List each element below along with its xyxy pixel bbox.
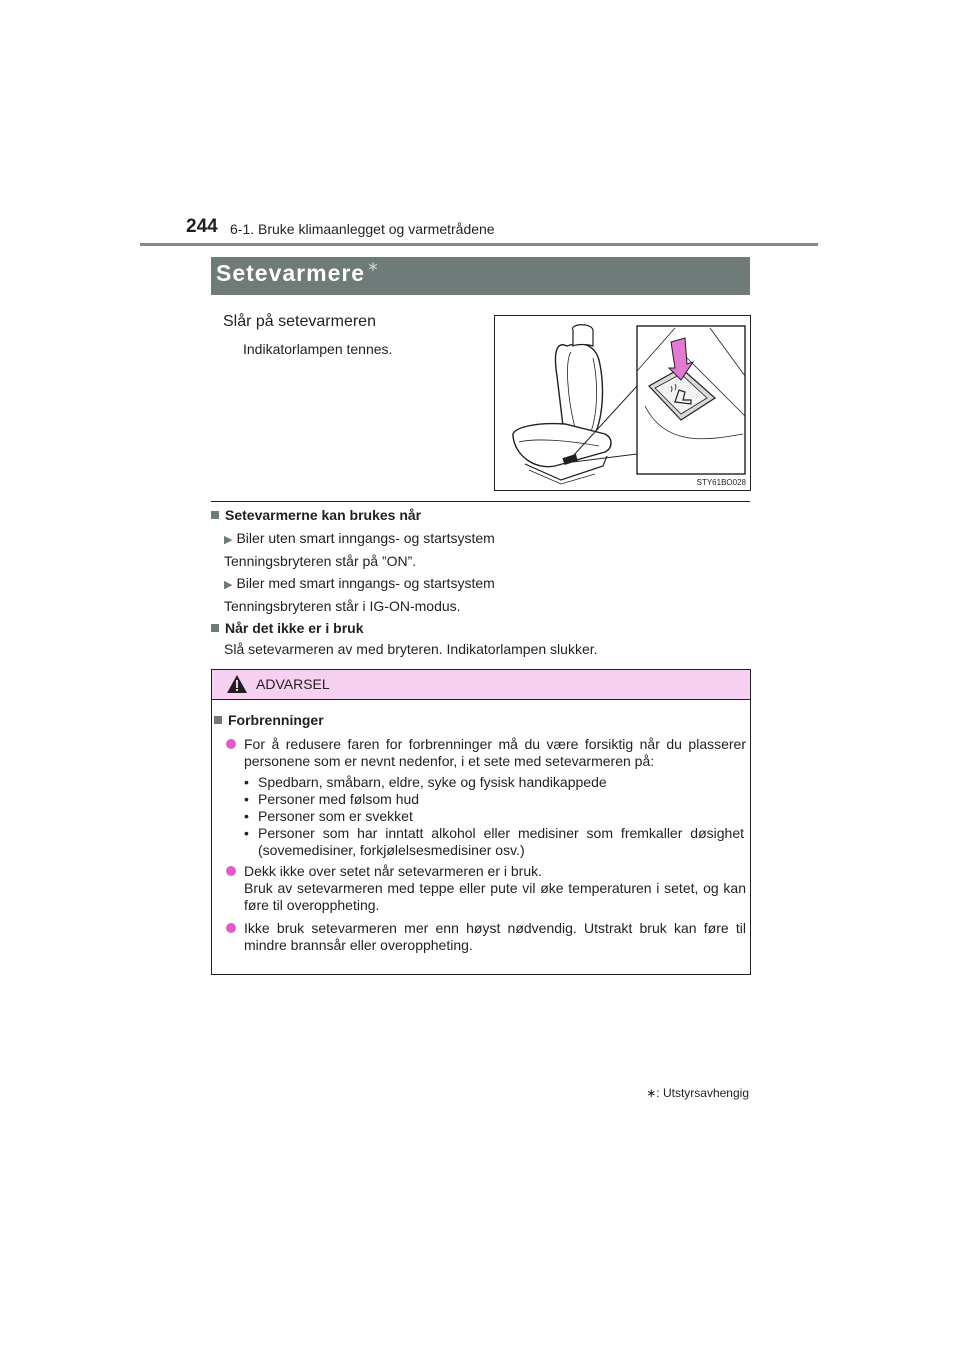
warning-bullet-3-text: Ikke bruk setevarmeren mer enn høyst nødvendig. Utstrakt bruk kan føre til mindre brannsår eller overoppheting. xyxy=(244,920,746,953)
warning-bullet-2 xyxy=(226,863,746,914)
info-sub-smart-text: Biler med smart inngangs- og startsystem xyxy=(236,575,495,591)
footnote-mark: ∗ xyxy=(646,1086,657,1100)
step-text: Slår på setevarmeren xyxy=(223,313,376,330)
seat-headrest xyxy=(573,325,593,346)
round-bullet-icon xyxy=(226,739,236,749)
section-title-text: Setevarmere xyxy=(216,260,366,286)
warning-header xyxy=(212,670,750,700)
info-text-off: Slå setevarmeren av med bryteren. Indikatorlampen slukker. xyxy=(224,641,598,657)
round-bullet-icon xyxy=(226,923,236,933)
triangle-bullet-icon: ▶ xyxy=(224,579,233,591)
warning-bullet-2-line-1: Dekk ikke over setet når setevarmeren er i bruk. xyxy=(244,863,543,879)
warning-risk-list xyxy=(244,774,744,859)
step-result: Indikatorlampen tennes. xyxy=(243,341,393,357)
warning-heading-text: Forbrenninger xyxy=(228,712,324,728)
warning-label: ADVARSEL xyxy=(256,676,330,692)
round-bullet-icon xyxy=(226,866,236,876)
warning-bullet-1 xyxy=(226,736,746,770)
warning-bullet-3 xyxy=(226,920,746,954)
square-bullet-icon xyxy=(214,716,222,724)
info-heading-not-in-use xyxy=(211,620,364,637)
info-sub-no-smart-text: Biler uten smart inngangs- og startsystem xyxy=(236,530,495,546)
figure-code: STY61BO028 xyxy=(696,478,746,487)
square-bullet-icon xyxy=(211,624,219,632)
list-item: • Personer som er svekket xyxy=(244,808,413,824)
warning-heading xyxy=(214,712,324,729)
seat-heater-illustration xyxy=(494,315,751,491)
section-divider xyxy=(211,501,750,502)
chapter-title: 6-1. Bruke klimaanlegget og varmetrådene xyxy=(230,221,495,237)
warning-bullet-1-text: For å redusere faren for forbrenninger må du være forsiktig når du plasserer personene som er nevnt nedenfor, i et sete med setevarmeren på: xyxy=(244,736,746,769)
list-item: • Personer som har inntatt alkohol eller medisiner som fremkaller døsighet (sovemedisiner, forkjølelsesmedisiner osv.) xyxy=(244,825,744,858)
square-bullet-icon xyxy=(211,511,219,519)
info-sub-no-smart xyxy=(224,530,495,549)
info-heading-usage-text: Setevarmerne kan brukes når xyxy=(225,507,422,523)
equipment-mark: ∗ xyxy=(367,258,380,274)
footnote xyxy=(610,1086,749,1100)
info-sub-smart xyxy=(224,575,495,594)
info-heading-usage xyxy=(211,507,421,524)
list-item: • Personer med følsom hud xyxy=(244,791,420,807)
warning-bullet-2-line-2: Bruk av setevarmeren med teppe eller pute vil øke temperaturen i setet, og kan føre til overoppheting. xyxy=(244,880,746,913)
list-item: • Spedbarn, småbarn, eldre, syke og fysisk handikappede xyxy=(244,774,607,790)
seat-illustration-drawing xyxy=(495,316,750,490)
header-rule xyxy=(140,243,818,246)
warning-box xyxy=(211,669,751,975)
info-text-ig-on: Tenningsbryteren står i IG-ON-modus. xyxy=(224,598,461,614)
triangle-bullet-icon: ▶ xyxy=(224,534,233,546)
page-number: 244 xyxy=(186,216,218,237)
info-heading-not-in-use-text: Når det ikke er i bruk xyxy=(225,620,364,636)
warning-triangle-icon xyxy=(226,674,248,694)
footnote-text: : Utstyrsavhengig xyxy=(656,1086,749,1100)
section-title xyxy=(216,260,380,287)
info-text-on: Tenningsbryteren står på ”ON”. xyxy=(224,553,417,569)
